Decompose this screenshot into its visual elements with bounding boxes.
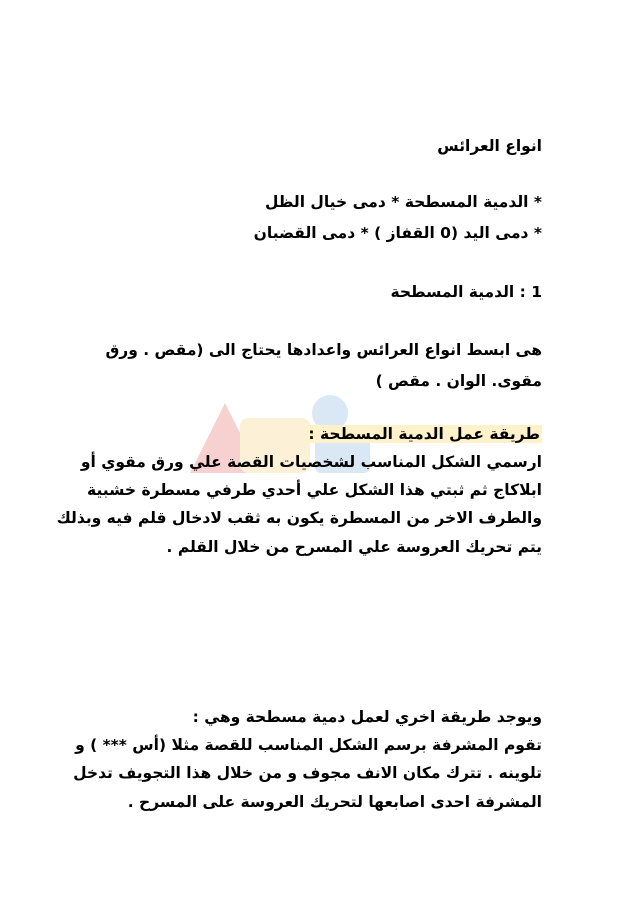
other-method-line-2: تلوينه . تترك مكان الانف مجوف و من خلال هذا التجويف تدخل bbox=[73, 764, 542, 782]
method-line-3: والطرف الاخر من المسطرة يكون به ثقب لادخال قلم فيه وبذلك bbox=[56, 509, 542, 527]
method-line-2: ابلاكاج ثم ثبتي هذا الشكل علي أحدي طرفي مسطرة خشبية bbox=[87, 481, 542, 499]
method-heading bbox=[306, 422, 542, 446]
puppet-types-line-2: * دمى اليد (0 القفاز ) * دمى القضبان bbox=[253, 224, 542, 242]
other-method-line-1: تقوم المشرفة برسم الشكل المناسب للقصة مثلا (أس *** ) و bbox=[75, 736, 542, 754]
intro-line-1: هى ابسط انواع العرائس واعدادها يحتاج الى (مقص . ورق bbox=[105, 341, 542, 359]
document-title: انواع العرائس bbox=[437, 137, 542, 155]
method-line-4: يتم تحريك العروسة علي المسرح من خلال القلم . bbox=[166, 538, 542, 556]
other-method-line-3: المشرفة احدى اصابعها لتحريك العروسة على المسرح . bbox=[127, 793, 542, 811]
other-method-heading: ويوجد طريقة اخري لعمل دمية مسطحة وهي : bbox=[192, 708, 542, 726]
puppet-types-line-1: * الدمية المسطحة * دمى خيال الظل bbox=[264, 193, 542, 211]
intro-line-2: مقوى. الوان . مقص ) bbox=[375, 372, 542, 390]
method-heading-text: طريقة عمل الدمية المسطحة : bbox=[308, 425, 540, 443]
method-line-1: ارسمي الشكل المناسب لشخصيات القصة علي ورق مقوي أو bbox=[80, 453, 542, 471]
section-1-heading: 1 : الدمية المسطحة bbox=[390, 283, 542, 301]
